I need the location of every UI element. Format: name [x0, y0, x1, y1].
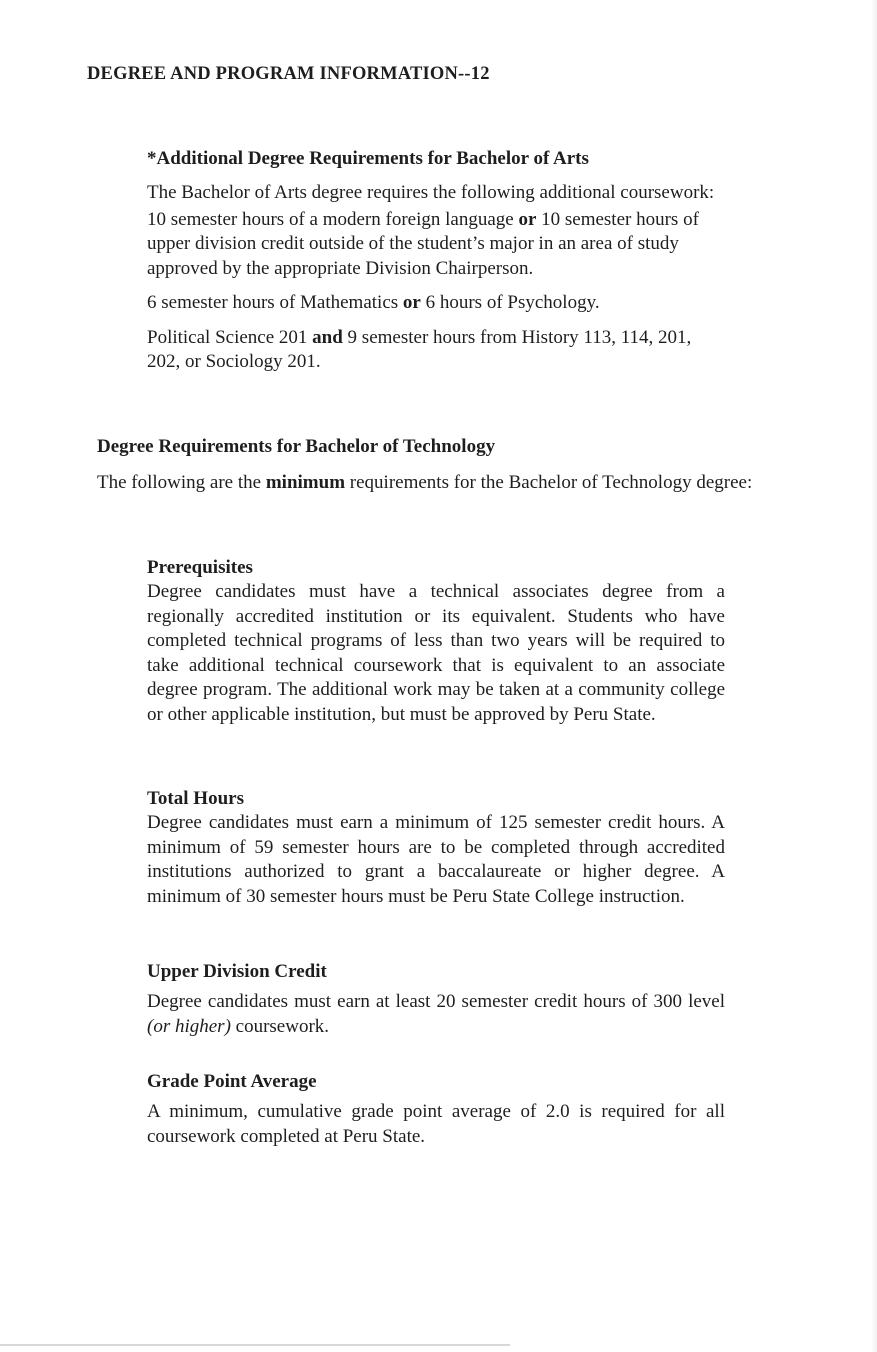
btech-intro-text-cont: requirements for the Bachelor of Technology degree: [345, 472, 753, 493]
scan-bottom-rule [0, 1344, 510, 1346]
btech-intro-minimum: minimum [265, 472, 346, 493]
total-hours-section [147, 787, 725, 909]
gpa-text: A minimum, cumulative grade point average of 2.0 is required for all coursework completed at Peru State. [147, 1101, 725, 1147]
gpa-heading: Grade Point Average [147, 1071, 317, 1092]
btech-heading: Degree Requirements for Bachelor of Technology [97, 436, 496, 457]
total-hours-text: Degree candidates must earn a minimum of 125 semester credit hours. A minimum of 59 semester hours are to be completed through accredited institutions authorized to grant a baccalaureate or higher degree. A minimum of 30 semester hours must be Peru State College instruction. [147, 812, 725, 907]
btech-intro [97, 471, 773, 496]
ba-section [147, 147, 725, 375]
ba-req1-text: 10 semester hours of a modern foreign language [147, 208, 519, 230]
gpa-section [147, 1070, 725, 1149]
ba-requirement-polisci [147, 326, 722, 375]
btech-section [97, 435, 773, 496]
upper-division-text-a: Degree candidates must earn at least 20 semester credit hours of 300 level [147, 991, 725, 1012]
ba-intro: The Bachelor of Arts degree requires the following additional coursework: [147, 182, 715, 203]
ba-req3-text: Political Science 201 [147, 326, 313, 348]
btech-intro-text: The following are the [97, 472, 266, 493]
ba-requirement-language [147, 208, 725, 282]
upper-division-section [147, 960, 725, 1039]
prerequisites-heading: Prerequisites [147, 557, 253, 578]
ba-req1-or: or [518, 208, 537, 230]
upper-division-heading: Upper Division Credit [147, 961, 327, 982]
ba-req3-text-cont: 9 semester hours from History 113, 114, 201, 202, or Sociology 201. [147, 326, 692, 372]
ba-req2-text: 6 semester hours of Mathematics [147, 292, 403, 313]
ba-heading: *Additional Degree Requirements for Bachelor of Arts [147, 148, 589, 169]
ba-req2-text-cont: 6 hours of Psychology. [420, 292, 600, 313]
scan-right-edge [871, 0, 877, 1352]
ba-requirement-math [147, 291, 725, 316]
prerequisites-section [147, 556, 725, 727]
running-head: DEGREE AND PROGRAM INFORMATION--12 [87, 64, 490, 84]
ba-req2-or: or [402, 292, 421, 313]
ba-req1-text-cont: 10 semester hours of upper division credit outside of the student’s major in an area of study approved by the appropriate Division Chairperson. [147, 208, 699, 279]
ba-req3-and: and [312, 326, 343, 348]
upper-division-text-b: coursework. [230, 1015, 330, 1037]
prerequisites-text: Degree candidates must have a technical associates degree from a regionally accredited institution or its equivalent. Students who have completed technical programs of less than two years will be required to take additional technical coursework that is equivalent to an associate degree program. The additional work may be taken at a community college or other applicable institution, but must be approved by Peru State. [147, 581, 725, 725]
upper-division-or-higher: (or higher) [147, 1015, 231, 1037]
upper-division-text [147, 990, 725, 1039]
total-hours-heading: Total Hours [147, 788, 244, 809]
